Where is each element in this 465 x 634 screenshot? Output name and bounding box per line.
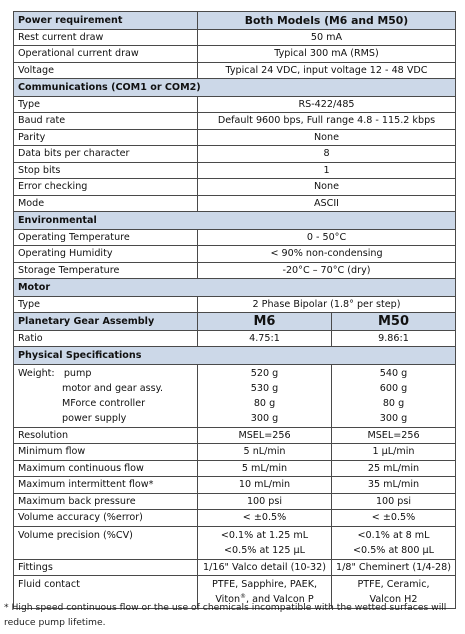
m6-precision bbox=[198, 526, 332, 559]
m50-weights bbox=[332, 364, 456, 427]
spec-table bbox=[13, 11, 456, 609]
row-label: Ratio bbox=[14, 330, 198, 347]
row-label: Volume accuracy (%error) bbox=[14, 510, 198, 527]
m50-value: 9.86:1 bbox=[332, 330, 456, 347]
row-label: Operating Humidity bbox=[14, 246, 198, 263]
table-row bbox=[14, 330, 456, 347]
table-row bbox=[14, 162, 456, 179]
m50-value: 600 g bbox=[379, 382, 408, 394]
weight-row bbox=[14, 364, 456, 427]
m6-value: 5 nL/min bbox=[198, 444, 332, 461]
m50-value: 1/8" Cheminert (1/4-28) bbox=[332, 559, 456, 576]
table-row bbox=[14, 427, 456, 444]
precision-row bbox=[14, 526, 456, 559]
footnote: * High speed continuous flow or the use of chemicals incompatible with the wetted surfaces will reduce pump lifetime. bbox=[4, 602, 447, 628]
m6-value: 100 psi bbox=[198, 493, 332, 510]
row-value: 2 Phase Bipolar (1.8° per step) bbox=[198, 296, 456, 313]
table-row bbox=[14, 246, 456, 263]
section-header-gear bbox=[14, 313, 456, 331]
weight-item-label: MForce controller bbox=[62, 397, 146, 409]
section-title: Physical Specifications bbox=[14, 347, 456, 365]
section-header-environmental bbox=[14, 212, 456, 230]
row-label: Maximum intermittent flow* bbox=[14, 477, 198, 494]
m6-value: Viton bbox=[215, 594, 241, 605]
weight-labels bbox=[14, 364, 198, 427]
m50-precision bbox=[332, 526, 456, 559]
table-row bbox=[14, 477, 456, 494]
table-row bbox=[14, 296, 456, 313]
row-label: Parity bbox=[14, 129, 198, 146]
m6-value: <0.5% at 125 µL bbox=[224, 544, 305, 556]
m50-value: 35 mL/min bbox=[332, 477, 456, 494]
m50-value: 540 g bbox=[379, 367, 408, 379]
table-row bbox=[14, 96, 456, 113]
row-label: Maximum back pressure bbox=[14, 493, 198, 510]
row-value: 8 bbox=[198, 146, 456, 163]
row-label: Minimum flow bbox=[14, 444, 198, 461]
row-value: Typical 24 VDC, input voltage 12 - 48 VDC bbox=[198, 62, 456, 79]
m6-value: MSEL=256 bbox=[198, 427, 332, 444]
table-row bbox=[14, 229, 456, 246]
row-label: Operating Temperature bbox=[14, 229, 198, 246]
m50-value: 1 µL/min bbox=[332, 444, 456, 461]
section-header-motor bbox=[14, 279, 456, 297]
section-header-physical bbox=[14, 347, 456, 365]
m50-value: 25 mL/min bbox=[332, 460, 456, 477]
row-label: Stop bits bbox=[14, 162, 198, 179]
table-row bbox=[14, 113, 456, 130]
table-row bbox=[14, 460, 456, 477]
row-label: Volume precision (%CV) bbox=[14, 526, 198, 559]
row-value: 1 bbox=[198, 162, 456, 179]
row-value: None bbox=[198, 129, 456, 146]
section-header-value: Both Models (M6 and M50) bbox=[198, 12, 456, 30]
row-value: 0 - 50°C bbox=[198, 229, 456, 246]
m6-weights bbox=[198, 364, 332, 427]
m6-value: 1/16" Valco detail (10-32) bbox=[198, 559, 332, 576]
m50-value: PTFE, Ceramic, bbox=[357, 579, 430, 590]
m50-value: < ±0.5% bbox=[332, 510, 456, 527]
row-label: Fluid contact bbox=[14, 576, 198, 609]
table-row bbox=[14, 262, 456, 279]
m6-value: 4.75:1 bbox=[198, 330, 332, 347]
model-m6-header: M6 bbox=[198, 313, 332, 331]
m50-value: 80 g bbox=[382, 397, 405, 409]
table-row bbox=[14, 62, 456, 79]
row-label: Storage Temperature bbox=[14, 262, 198, 279]
row-label: Operational current draw bbox=[14, 46, 198, 63]
row-value: ASCII bbox=[198, 195, 456, 212]
row-label: Rest current draw bbox=[14, 29, 198, 46]
row-label: Type bbox=[14, 96, 198, 113]
row-label: Resolution bbox=[14, 427, 198, 444]
table-row bbox=[14, 146, 456, 163]
row-value: RS-422/485 bbox=[198, 96, 456, 113]
row-label: Data bits per character bbox=[14, 146, 198, 163]
section-title: Environmental bbox=[14, 212, 456, 230]
table-row bbox=[14, 444, 456, 461]
section-header-power bbox=[14, 12, 456, 30]
section-title: Planetary Gear Assembly bbox=[14, 313, 198, 331]
row-label: Fittings bbox=[14, 559, 198, 576]
m50-value: <0.5% at 800 µL bbox=[353, 544, 434, 556]
row-label: Maximum continuous flow bbox=[14, 460, 198, 477]
m50-value: 100 psi bbox=[332, 493, 456, 510]
table-row bbox=[14, 559, 456, 576]
m6-value: 300 g bbox=[250, 412, 279, 424]
table-row bbox=[14, 510, 456, 527]
m6-value: 10 mL/min bbox=[198, 477, 332, 494]
m50-value: <0.1% at 8 mL bbox=[357, 529, 430, 541]
row-value: 50 mA bbox=[198, 29, 456, 46]
table-row bbox=[14, 29, 456, 46]
table-row bbox=[14, 179, 456, 196]
model-m50-header: M50 bbox=[332, 313, 456, 331]
row-label: Error checking bbox=[14, 179, 198, 196]
m6-value: 530 g bbox=[250, 382, 279, 394]
m6-value: < ±0.5% bbox=[198, 510, 332, 527]
row-value: Typical 300 mA (RMS) bbox=[198, 46, 456, 63]
row-label: Mode bbox=[14, 195, 198, 212]
section-title: Motor bbox=[14, 279, 456, 297]
m6-value: 520 g bbox=[250, 367, 279, 379]
row-label: Voltage bbox=[14, 62, 198, 79]
table-row bbox=[14, 46, 456, 63]
row-value: None bbox=[198, 179, 456, 196]
m50-value: 300 g bbox=[379, 412, 408, 424]
m6-value: PTFE, Sapphire, PAEK, bbox=[211, 579, 318, 590]
weight-item-label: power supply bbox=[62, 412, 127, 424]
m6-value: 80 g bbox=[253, 397, 276, 409]
m50-value: Valcon H2 bbox=[369, 594, 418, 605]
registered-mark: ® bbox=[240, 592, 247, 600]
section-title: Communications (COM1 or COM2) bbox=[14, 79, 456, 97]
row-value: < 90% non-condensing bbox=[198, 246, 456, 263]
row-label: Type bbox=[14, 296, 198, 313]
table-row bbox=[14, 493, 456, 510]
table-row bbox=[14, 195, 456, 212]
section-title: Power requirement bbox=[14, 12, 198, 30]
section-header-communications bbox=[14, 79, 456, 97]
table-row bbox=[14, 129, 456, 146]
m6-value: , and Valcon P bbox=[246, 594, 314, 605]
m6-value: 5 mL/min bbox=[198, 460, 332, 477]
weight-item-label: pump bbox=[63, 367, 92, 379]
row-value: -20°C – 70°C (dry) bbox=[198, 262, 456, 279]
weight-item-label: motor and gear assy. bbox=[62, 382, 164, 394]
m50-value: MSEL=256 bbox=[332, 427, 456, 444]
row-value: Default 9600 bps, Full range 4.8 - 115.2 kbps bbox=[198, 113, 456, 130]
weight-label: Weight: bbox=[18, 367, 55, 379]
m6-value: <0.1% at 1.25 mL bbox=[220, 529, 309, 541]
row-label: Baud rate bbox=[14, 113, 198, 130]
